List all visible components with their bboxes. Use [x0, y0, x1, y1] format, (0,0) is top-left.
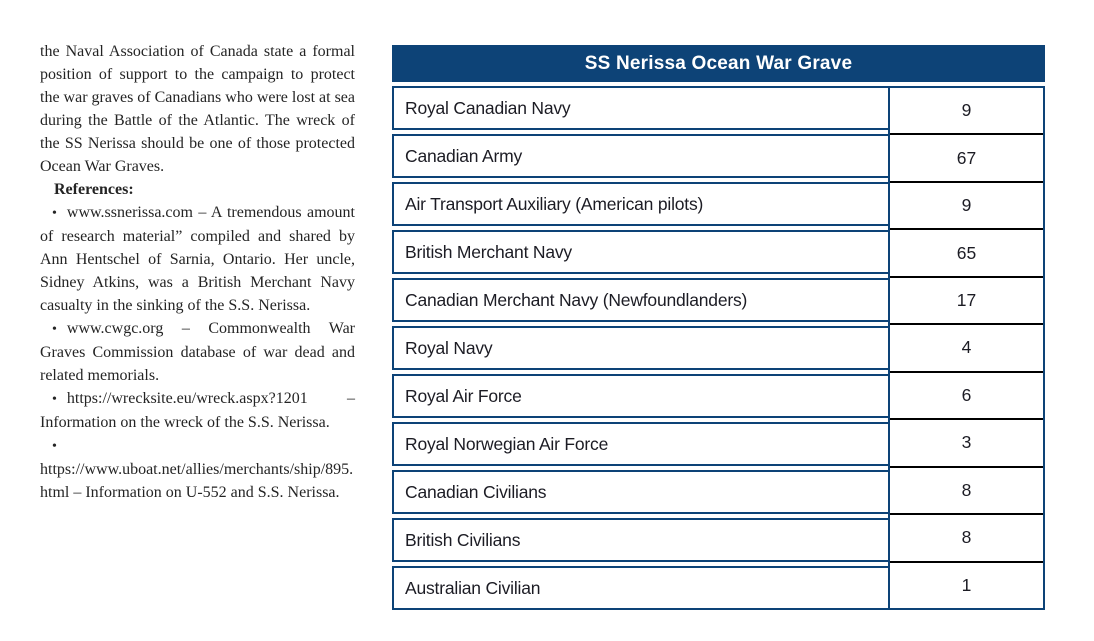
bullet-icon: •: [52, 322, 57, 337]
table-row-label: British Merchant Navy: [392, 230, 890, 274]
table-row-value: 65: [890, 230, 1043, 277]
table-row-label: Canadian Civilians: [392, 470, 890, 514]
bullet-icon: •: [52, 392, 57, 407]
table-row-value: 3: [890, 420, 1043, 467]
article-paragraph: the Naval Association of Canada state a formal position of support to the campaign to protect the war graves of Canadians who were lost at sea during the Battle of the Atlantic. The wreck of the SS Nerissa should be one of those protected Ocean War Graves.: [40, 43, 355, 175]
casualty-table: [392, 45, 1045, 610]
reference-item: •https://www.uboat.net/allies/merchants/ship/895.html – Information on U-552 and S.S. Nerissa.: [40, 434, 355, 504]
table-row-label: Air Transport Auxiliary (American pilots): [392, 182, 890, 226]
bullet-icon: •: [52, 206, 57, 221]
reference-item: • www.cwgc.org – Commonwealth War Graves Commission database of war dead and related memorials.: [40, 320, 355, 384]
article-column: [40, 40, 355, 504]
table-value-column: [888, 86, 1045, 610]
table-row-label: Royal Norwegian Air Force: [392, 422, 890, 466]
table-body: [392, 86, 1045, 610]
reference-item: • www.ssnerissa.com – A tremendous amount of research material” compiled and shared by Ann Hentschel of Sarnia, Ontario. Her uncle, Sidney Atkins, was a British Merchant Navy casualty in the sinking of the S.S. Nerissa.: [40, 204, 355, 314]
references-heading: References:: [54, 181, 134, 198]
table-row-label: Canadian Army: [392, 134, 890, 178]
table-row-label: Australian Civilian: [392, 566, 890, 610]
table-row-value: 4: [890, 325, 1043, 372]
table-label-column: [392, 86, 890, 610]
table-row-label: British Civilians: [392, 518, 890, 562]
table-row-value: 8: [890, 515, 1043, 562]
table-row-label: Canadian Merchant Navy (Newfoundlanders): [392, 278, 890, 322]
table-row-label: Royal Navy: [392, 326, 890, 370]
table-row-value: 8: [890, 468, 1043, 515]
table-row-label: Royal Canadian Navy: [392, 86, 890, 130]
table-title: SS Nerissa Ocean War Grave: [392, 45, 1045, 82]
table-row-value: 17: [890, 278, 1043, 325]
references-list: [40, 201, 355, 504]
table-row-value: 67: [890, 135, 1043, 182]
table-row-value: 1: [961, 574, 972, 595]
table-row-value: 9: [890, 88, 1043, 135]
reference-item: • https://wrecksite.eu/wreck.aspx?1201 – Information on the wreck of the S.S. Nerissa.: [40, 390, 355, 431]
table-row-value: 6: [890, 373, 1043, 420]
table-row-label: Royal Air Force: [392, 374, 890, 418]
bullet-icon: •: [52, 439, 57, 454]
table-row-value: 9: [890, 183, 1043, 230]
